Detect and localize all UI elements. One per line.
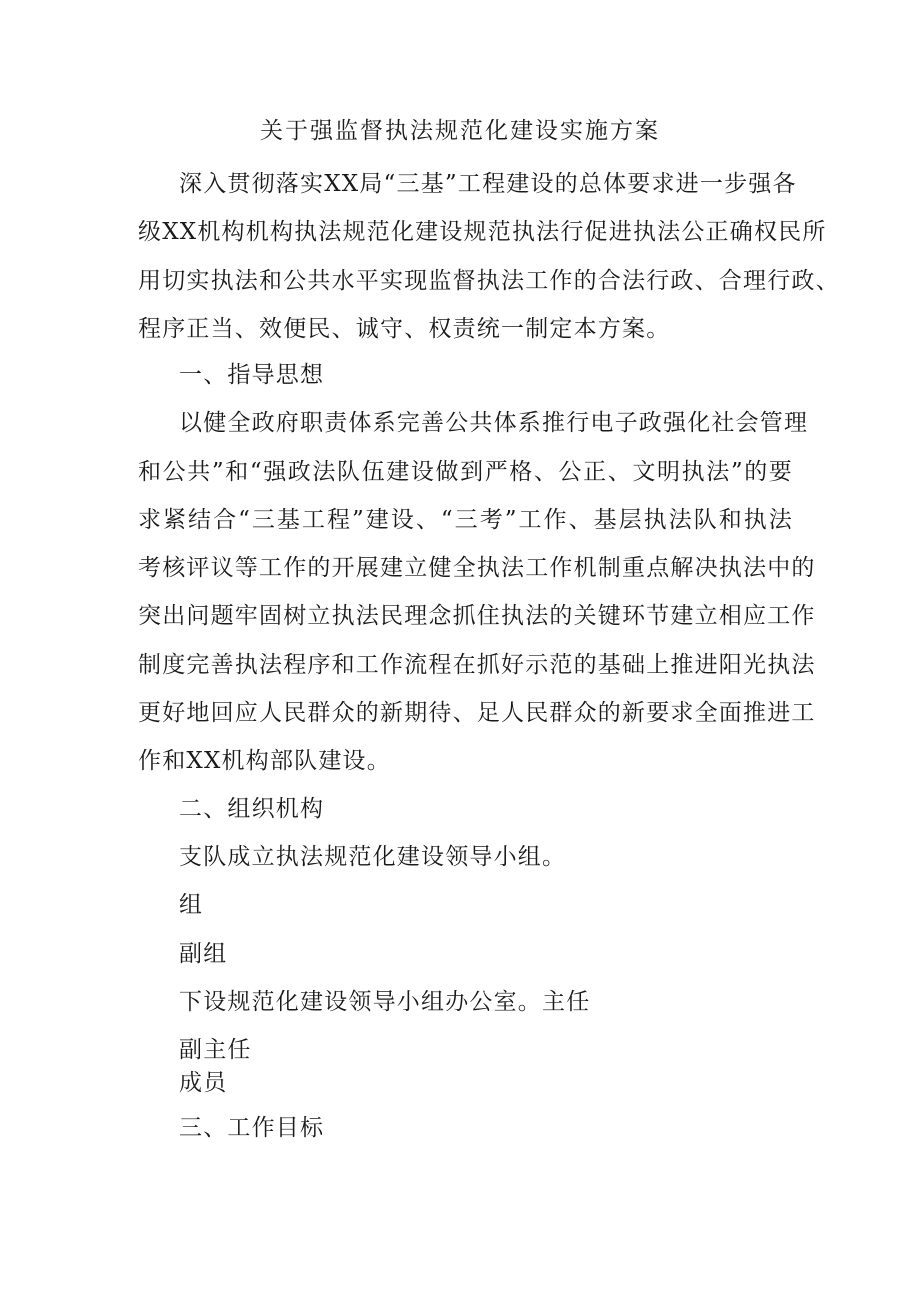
section-heading: 三、工作目标 (179, 1115, 325, 1141)
paragraph-line: 副主任 (179, 1037, 252, 1063)
document-title: 关于强监督执法规范化建设实施方案 (260, 118, 660, 144)
paragraph-line: 支队成立执法规范化建设领导小组。 (179, 844, 567, 870)
paragraph-line: 求紧结合“三基工程”建设、“三考”工作、基层执法队和执法 (138, 507, 793, 533)
paragraph-line: 级XX机构机构执法规范化建设规范执法行促进执法公正确权民所 (138, 219, 827, 245)
paragraph-line: 成员 (179, 1070, 228, 1096)
paragraph-line: 考核评议等工作的开展建立健全执法工作机制重点解决执法中的 (138, 555, 816, 581)
paragraph-line: 程序正当、效便民、诚守、权责统一制定本方案。 (138, 316, 671, 342)
paragraph-line: 突出问题牢固树立执法民理念抓住执法的关键环节建立相应工作 (138, 603, 816, 629)
paragraph-line: 制度完善执法程序和工作流程在抓好示范的基础上推进阳光执法 (138, 652, 816, 678)
paragraph-line: 更好地回应人民群众的新期待、足人民群众的新要求全面推进工 (138, 700, 816, 726)
paragraph-line: 组 (179, 892, 204, 918)
paragraph-line: 作和XX机构部队建设。 (138, 748, 391, 774)
section-heading: 二、组织机构 (179, 796, 325, 822)
paragraph-line: 下设规范化建设领导小组办公室。主任 (179, 989, 591, 1015)
paragraph-line: 用切实执法和公共水平实现监督执法工作的合法行政、合理行政、 (138, 268, 840, 294)
paragraph-line: 深入贯彻落实XX局“三基”工程建设的总体要求进一步强各 (179, 171, 797, 197)
section-heading: 一、指导思想 (179, 362, 325, 388)
paragraph-line: 和公共”和“强政法队伍建设做到严格、公正、文明执法”的要 (138, 459, 793, 485)
paragraph-line: 副组 (179, 941, 228, 967)
paragraph-line: 以健全政府职责体系完善公共体系推行电子政强化社会管理 (179, 410, 809, 436)
